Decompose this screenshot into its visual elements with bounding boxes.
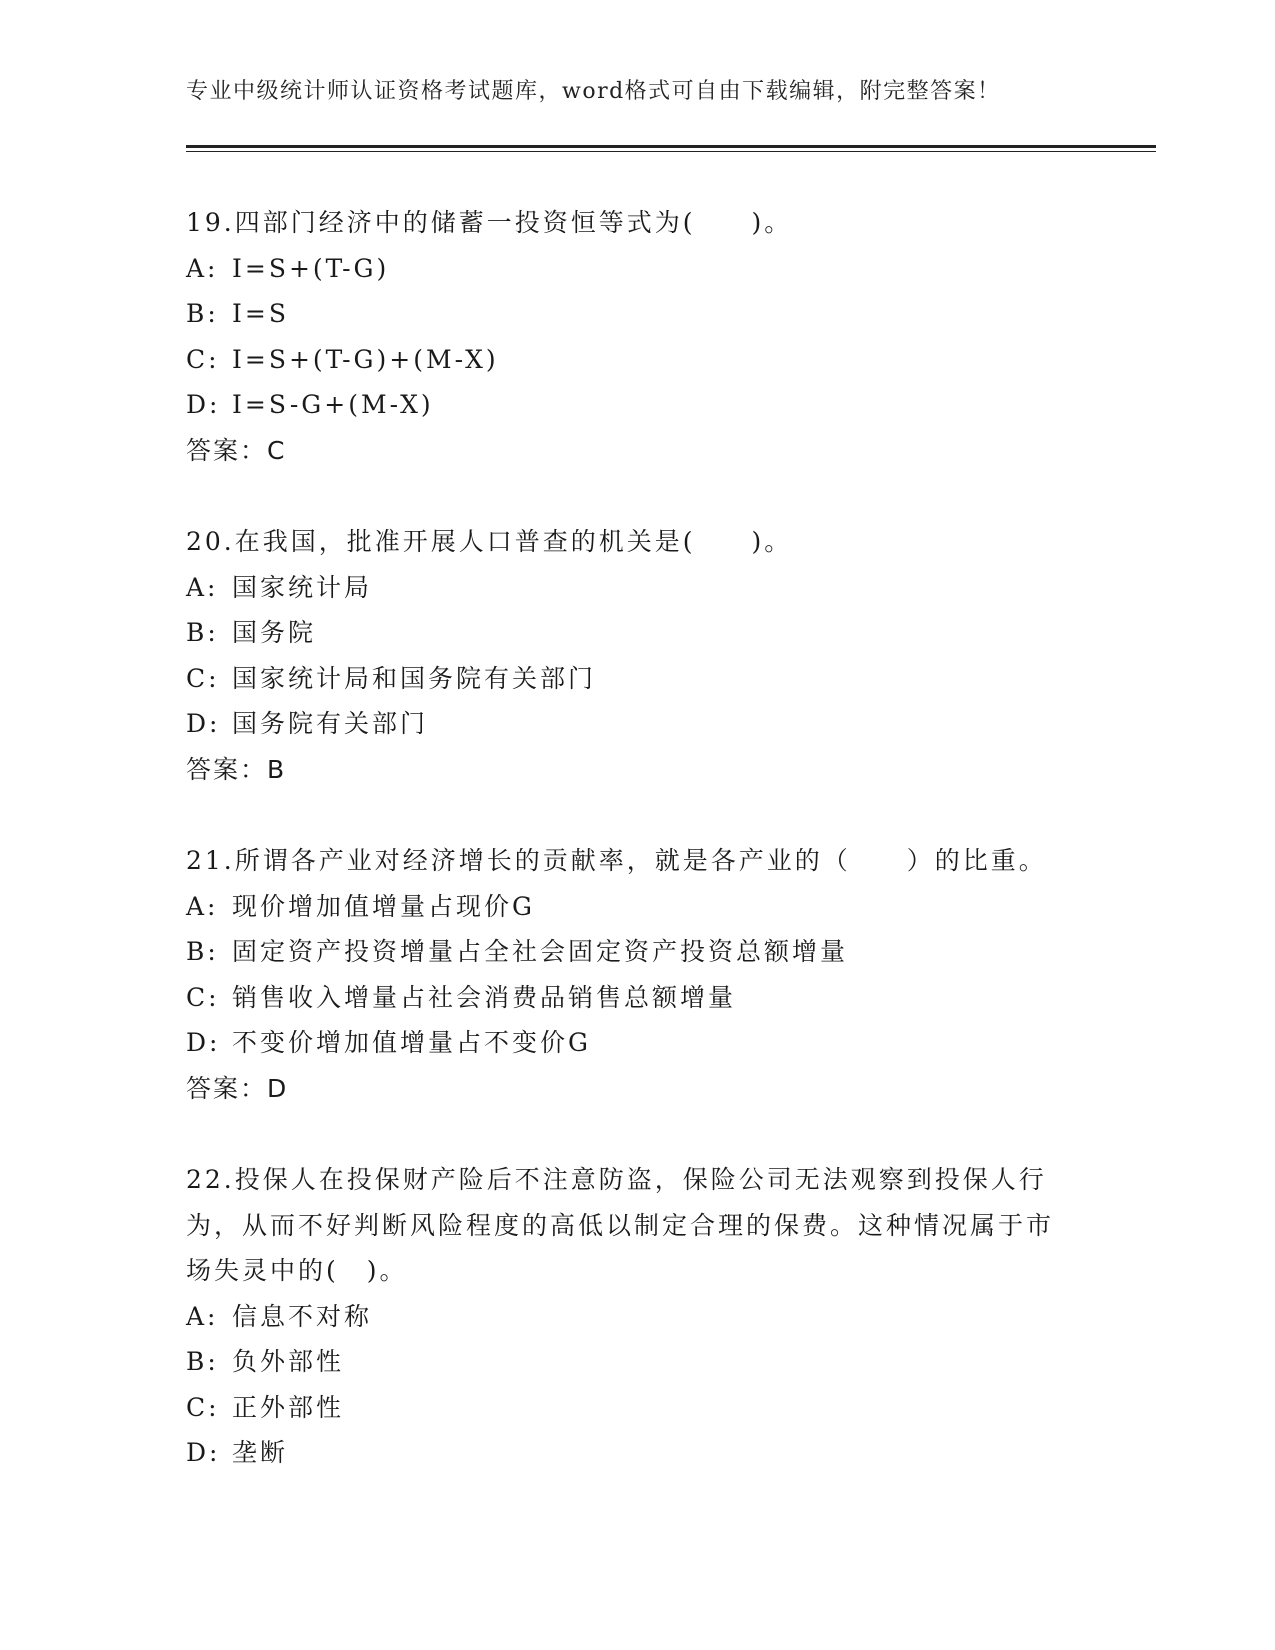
option-text: 现价增加值增量占现价G — [232, 891, 535, 921]
option-key: C: — [186, 344, 220, 374]
option-key: C: — [186, 663, 220, 693]
question-stem: 21.所谓各产业对经济增长的贡献率，就是各产业的（ ）的比重。 — [186, 846, 1047, 875]
option-key: A: — [186, 1301, 219, 1331]
option-text: 国家统计局和国务院有关部门 — [232, 663, 597, 693]
option-key: D: — [186, 390, 221, 419]
option-c — [186, 1385, 1086, 1431]
option-key: A: — [186, 572, 219, 602]
option-b — [186, 1339, 1086, 1385]
option-key: B: — [186, 1347, 219, 1376]
question-stem: 19.四部门经济中的储蓄一投资恒等式为( )。 — [186, 208, 793, 237]
option-b — [186, 610, 1086, 656]
question-19 — [186, 200, 1086, 473]
option-text: 垄断 — [232, 1438, 289, 1467]
option-d — [186, 382, 1086, 428]
option-c — [186, 975, 1086, 1021]
option-c — [186, 337, 1086, 383]
option-key: B: — [186, 618, 219, 647]
header-divider-thick — [186, 145, 1156, 148]
option-a — [186, 884, 1086, 930]
option-c — [186, 656, 1086, 702]
option-key: A: — [186, 253, 219, 283]
option-text: I=S — [232, 299, 289, 328]
question-22 — [186, 1157, 1086, 1476]
option-text: 固定资产投资增量占全社会固定资产投资总额增量 — [232, 937, 849, 966]
option-key: C: — [186, 1392, 220, 1422]
option-text: I=S+(T-G) — [232, 253, 390, 283]
answer-line: 答案：B — [186, 754, 287, 784]
header-title: 专业中级统计师认证资格考试题库，word格式可自由下载编辑，附完整答案！ — [186, 79, 1001, 104]
option-key: A: — [186, 891, 219, 921]
option-key: B: — [186, 937, 219, 966]
option-a — [186, 246, 1086, 292]
option-text: 国务院有关部门 — [232, 709, 429, 738]
option-d — [186, 1020, 1086, 1066]
option-d — [186, 701, 1086, 747]
option-key: D: — [186, 1438, 221, 1467]
option-d — [186, 1430, 1086, 1476]
header-divider-thin — [186, 151, 1156, 152]
option-text: 不变价增加值增量占不变价G — [232, 1028, 591, 1057]
option-text: 国务院 — [232, 618, 317, 647]
question-list — [186, 200, 1086, 1522]
option-b — [186, 929, 1086, 975]
question-stem: 22.投保人在投保财产险后不注意防盗，保险公司无法观察到投保人行为，从而不好判断风险程度的高低以制定合理的保费。这种情况属于市场失灵中的( )。 — [186, 1165, 1055, 1285]
option-key: B: — [186, 299, 219, 328]
option-a — [186, 1294, 1086, 1340]
option-b — [186, 291, 1086, 337]
option-a — [186, 565, 1086, 611]
option-text: 正外部性 — [232, 1392, 345, 1422]
answer-line: 答案：C — [186, 435, 287, 465]
option-text: I=S+(T-G)+(M-X) — [232, 344, 499, 374]
option-text: 负外部性 — [232, 1347, 345, 1376]
option-key: C: — [186, 982, 220, 1012]
option-key: D: — [186, 1028, 221, 1057]
option-text: 信息不对称 — [232, 1301, 373, 1331]
question-stem: 20.在我国，批准开展人口普查的机关是( )。 — [186, 527, 793, 556]
option-key: D: — [186, 709, 221, 738]
option-text: 国家统计局 — [232, 572, 373, 602]
answer-line: 答案：D — [186, 1073, 289, 1103]
question-20 — [186, 519, 1086, 792]
question-21 — [186, 838, 1086, 1111]
option-text: 销售收入增量占社会消费品销售总额增量 — [232, 982, 737, 1012]
option-text: I=S-G+(M-X) — [232, 390, 434, 419]
